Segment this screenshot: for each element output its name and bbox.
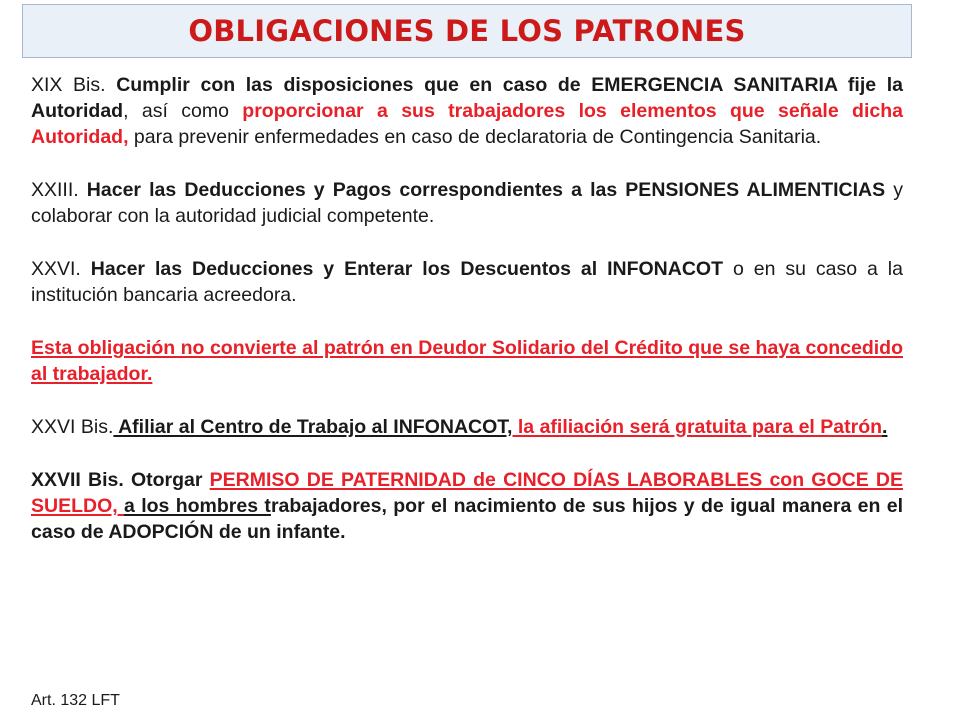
paragraph-xix-bis <box>31 72 903 150</box>
highlight-text: la afiliación será gratuita para el Patrón <box>512 416 883 438</box>
paragraph-xxvi-bis <box>31 414 903 440</box>
article-number: XXVI. <box>31 258 91 280</box>
bold-text: Cumplir con las disposiciones que en caso de EMERGENCIA SANITARIA fije la Autoridad <box>31 74 903 122</box>
highlight-text: PERMISO DE PATERNIDAD de CINCO DÍAS LABORABLES con GOCE DE SUELDO, <box>31 469 903 517</box>
article-number: XIX Bis. <box>31 74 117 96</box>
plain-text: y colaborar con la autoridad judicial competente. <box>31 179 904 227</box>
article-number: XXIII. <box>31 179 87 201</box>
plain-text: para prevenir enfermedades en caso de declaratoria de Contingencia Sanitaria. <box>128 126 822 148</box>
paragraph-note <box>31 335 903 387</box>
article-number: XXVI Bis. <box>31 416 114 438</box>
plain-text: o en su caso a la institución bancaria acreedora. <box>31 258 903 306</box>
title-banner <box>22 4 912 58</box>
paragraph-xxvii-bis <box>31 467 903 545</box>
note-text: Esta obligación no convierte al patrón en Deudor Solidario del Crédito que se haya concedido al trabajador. <box>31 337 903 385</box>
document-body <box>31 72 903 545</box>
highlight-text: proporcionar a sus trabajadores los elementos que señale dicha Autoridad, <box>31 100 903 148</box>
plain-text: , así como <box>123 100 243 122</box>
bold-text: rabajadores, por el nacimiento de sus hijos y de igual manera en el caso de ADOPCIÓN de un infante. <box>31 495 904 543</box>
footer-reference: Art. 132 LFT <box>31 692 120 709</box>
punctuation: . <box>882 416 888 438</box>
page-title: OBLIGACIONES DE LOS PATRONES <box>188 14 746 48</box>
paragraph-xxiii <box>31 177 903 229</box>
article-number: XXVII Bis. Otorgar <box>31 469 210 491</box>
paragraph-xxvi <box>31 256 903 308</box>
bold-underlined-text: Afiliar al Centro de Trabajo al INFONACOT, <box>113 416 513 438</box>
bold-text: Hacer las Deducciones y Enterar los Descuentos al INFONACOT <box>90 258 723 280</box>
bold-underlined-text: a los hombres t <box>124 495 271 517</box>
bold-text: Hacer las Deducciones y Pagos correspondientes a las PENSIONES ALIMENTICIAS <box>86 179 886 201</box>
